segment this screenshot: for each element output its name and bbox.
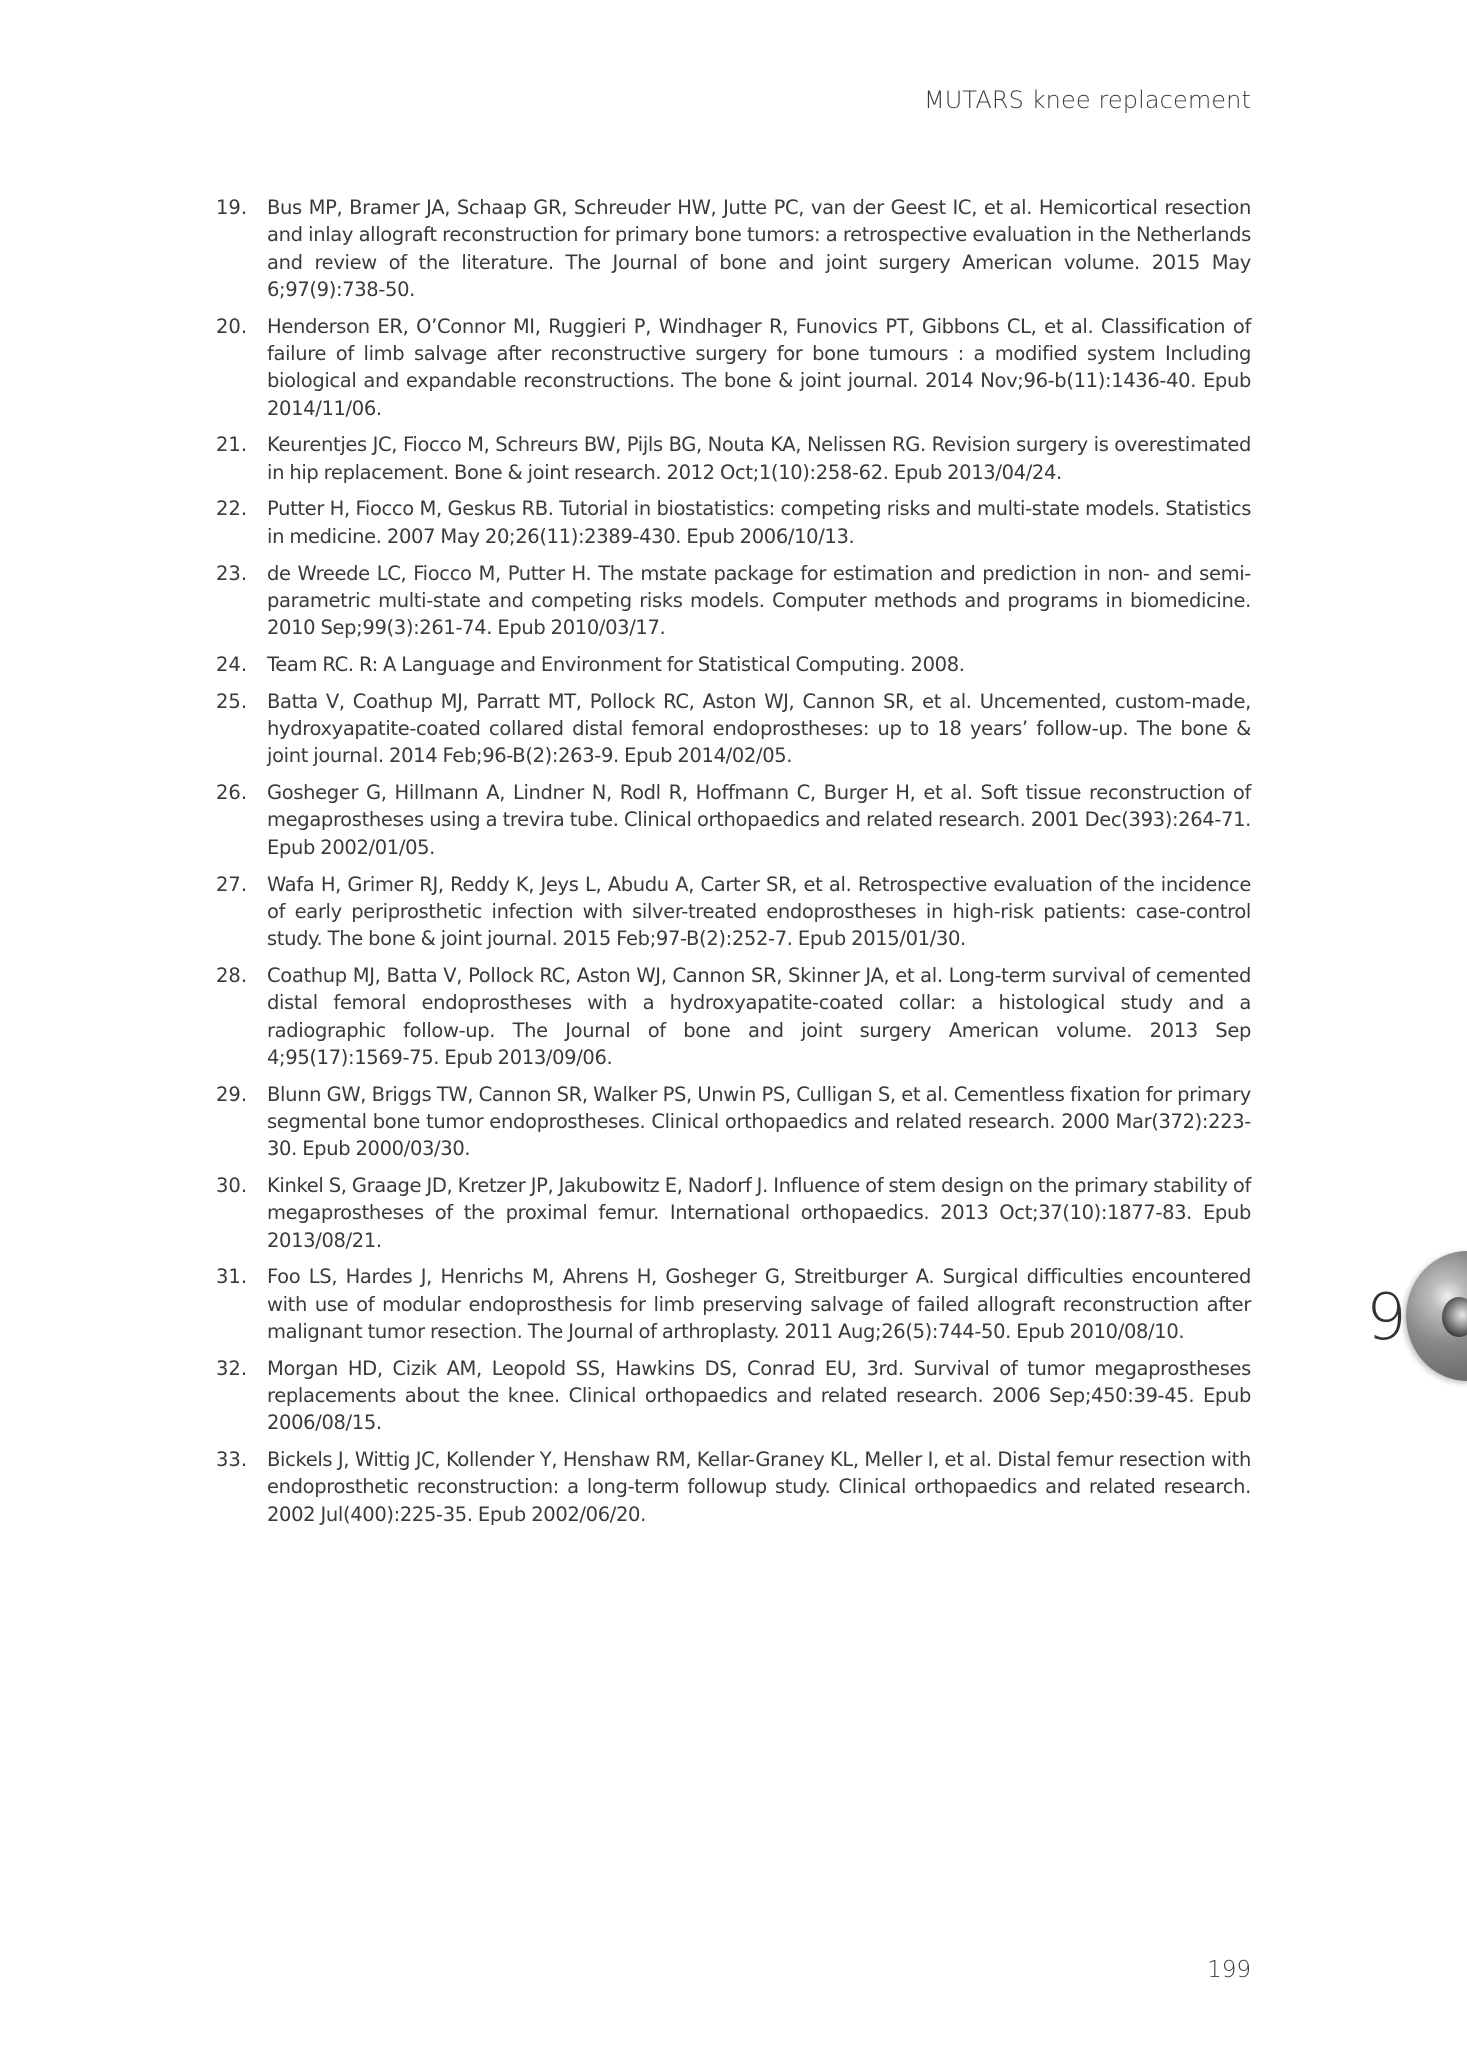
reference-item: [216, 779, 1251, 861]
reference-item: [216, 431, 1251, 486]
reference-text: Kinkel S, Graage JD, Kretzer JP, Jakubowitz E, Nadorf J. Influence of stem design on the primary stability of megaprostheses of the proximal femur. International orthopaedics. 2013 Oct;37(10):1877-83. Epub 2013/08/21.: [267, 1174, 1251, 1252]
reference-text: Henderson ER, O’Connor MI, Ruggieri P, Windhager R, Funovics PT, Gibbons CL, et al. Classification of failure of limb salvage after reconstructive surgery for bone tumours : a modified system Including biological and expandable reconstructions. The bone & joint journal. 2014 Nov;96-b(11):1436-40. Epub 2014/11/06.: [267, 314, 1251, 420]
reference-item: [216, 1263, 1251, 1345]
reference-number: 24.: [216, 652, 248, 676]
reference-number: 30.: [216, 1174, 248, 1197]
chapter-number: 9: [1366, 1281, 1407, 1355]
reference-item: [216, 194, 1251, 303]
reference-number: 33.: [216, 1448, 248, 1472]
reference-number: 29.: [216, 1082, 248, 1106]
reference-text: Batta V, Coathup MJ, Parratt MT, Pollock RC, Aston WJ, Cannon SR, et al. Uncemented, custom-made, hydroxyapatite-coated collared distal femoral endoprostheses: up to 18 years’ follow-up. The bone & joint journal. 2014 Feb;96-B(2):263-9. Epub 2014/02/05.: [267, 689, 1251, 768]
reference-text: Keurentjes JC, Fiocco M, Schreurs BW, Pijls BG, Nouta KA, Nelissen RG. Revision surgery is overestimated in hip replacement. Bone & joint research. 2012 Oct;1(10):258-62. Epub 2013/04/24.: [267, 433, 1251, 484]
reference-text: de Wreede LC, Fiocco M, Putter H. The mstate package for estimation and prediction in non- and semi-parametric multi-state and competing risks models. Computer methods and programs in biomedicine. 2010 Sep;99(3):261-74. Epub 2010/03/17.: [267, 561, 1251, 640]
reference-text: Coathup MJ, Batta V, Pollock RC, Aston WJ, Cannon SR, Skinner JA, et al. Long-term survival of cemented distal femoral endoprostheses with a hydroxyapatite-coated collar: a histological study and a radiographic follow-up. The Journal of bone and joint surgery American volume. 2013 Sep 4;95(17):1569-75. Epub 2013/09/06.: [267, 963, 1251, 1069]
reference-number: 31.: [216, 1265, 248, 1289]
reference-number: 21.: [216, 433, 248, 457]
reference-item: [216, 871, 1251, 953]
reference-item: [216, 688, 1251, 770]
reference-number: 28.: [216, 963, 248, 987]
reference-text: Bus MP, Bramer JA, Schaap GR, Schreuder HW, Jutte PC, van der Geest IC, et al. Hemicortical resection and inlay allograft reconstruction for primary bone tumors: a retrospective evaluation in the Netherlands and review of the literature. The Journal of bone and joint surgery American volume. 2015 May 6;97(9):738-50.: [267, 196, 1251, 301]
reference-item: [216, 495, 1251, 550]
reference-item: [216, 962, 1251, 1071]
reference-text: Morgan HD, Cizik AM, Leopold SS, Hawkins DS, Conrad EU, 3rd. Survival of tumor megaprostheses replacements about the knee. Clinical orthopaedics and related research. 2006 Sep;450:39-45. Epub 2006/08/15.: [267, 1356, 1251, 1435]
reference-item: [216, 313, 1251, 422]
reference-item: [216, 1081, 1251, 1163]
reference-text: Team RC. R: A Language and Environment for Statistical Computing. 2008.: [267, 652, 965, 676]
reference-number: 23.: [216, 561, 248, 585]
reference-text: Gosheger G, Hillmann A, Lindner N, Rodl R, Hoffmann C, Burger H, et al. Soft tissue reconstruction of megaprostheses using a trevira tube. Clinical orthopaedics and related research. 2001 Dec(393):264-71. Epub 2002/01/05.: [267, 781, 1251, 859]
reference-number: 20.: [216, 314, 248, 338]
reference-number: 19.: [216, 196, 248, 219]
reference-item: [216, 1172, 1251, 1254]
reference-item: [216, 560, 1251, 642]
page-number: 199: [1207, 1957, 1251, 1983]
reference-item: [216, 651, 1251, 678]
reference-number: 22.: [216, 497, 248, 521]
reference-number: 26.: [216, 781, 248, 805]
reference-list: [216, 194, 1251, 1538]
reference-text: Blunn GW, Briggs TW, Cannon SR, Walker PS, Unwin PS, Culligan S, et al. Cementless fixation for primary segmental bone tumor endoprostheses. Clinical orthopaedics and related research. 2000 Mar(372):223-30. Epub 2000/03/30.: [267, 1082, 1251, 1161]
reference-text: Bickels J, Wittig JC, Kollender Y, Henshaw RM, Kellar-Graney KL, Meller I, et al. Distal femur resection with endoprosthetic reconstruction: a long-term followup study. Clinical orthopaedics and related research. 2002 Jul(400):225-35. Epub 2002/06/20.: [267, 1448, 1251, 1526]
reference-number: 32.: [216, 1356, 248, 1380]
reference-number: 27.: [216, 872, 248, 896]
running-header: MUTARS knee replacement: [923, 86, 1251, 114]
reference-text: Wafa H, Grimer RJ, Reddy K, Jeys L, Abudu A, Carter SR, et al. Retrospective evaluation of the incidence of early periprosthetic infection with silver-treated endoprostheses in high-risk patients: case-control study. The bone & joint journal. 2015 Feb;97-B(2):252-7. Epub 2015/01/30.: [267, 872, 1251, 951]
reference-text: Foo LS, Hardes J, Henrichs M, Ahrens H, Gosheger G, Streitburger A. Surgical difficulties encountered with use of modular endoprosthesis for limb preserving salvage of failed allograft reconstruction after malignant tumor resection. The Journal of arthroplasty. 2011 Aug;26(5):744-50. Epub 2010/08/10.: [267, 1265, 1251, 1343]
reference-number: 25.: [216, 689, 248, 713]
reference-item: [216, 1355, 1251, 1437]
reference-item: [216, 1446, 1251, 1528]
reference-text: Putter H, Fiocco M, Geskus RB. Tutorial in biostatistics: competing risks and multi-state models. Statistics in medicine. 2007 May 20;26(11):2389-430. Epub 2006/10/13.: [267, 497, 1251, 548]
